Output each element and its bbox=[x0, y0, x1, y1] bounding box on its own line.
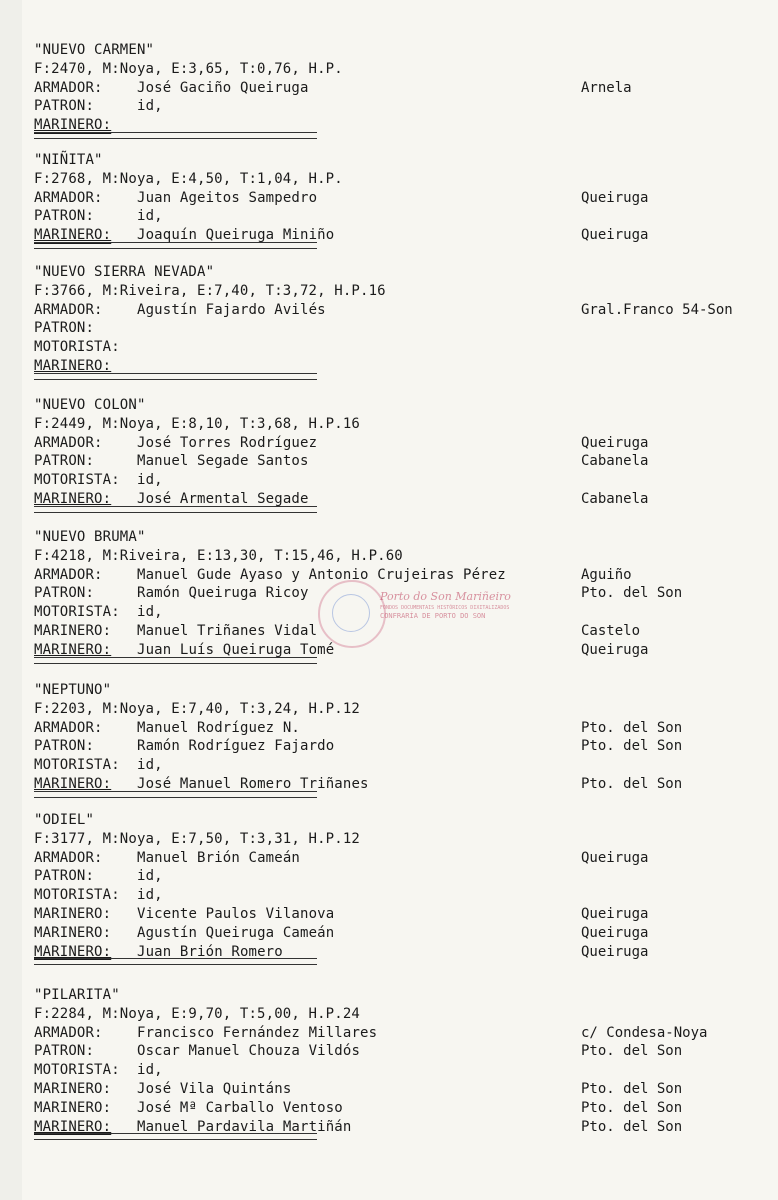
crew-location: Pto. del Son bbox=[581, 1118, 683, 1135]
crew-name: José Manuel Romero Triñanes bbox=[137, 776, 369, 792]
crew-role: MOTORISTA: bbox=[34, 757, 120, 774]
crew-role: PATRON: bbox=[34, 98, 95, 115]
crew-row bbox=[34, 1023, 377, 1043]
crew-row bbox=[34, 300, 326, 320]
vessel-specs: F:3177, M:Noya, E:7,50, T:3,31, H.P.12 bbox=[34, 830, 360, 847]
crew-name: Agustín Fajardo Avilés bbox=[137, 301, 326, 318]
crew-location: Arnela bbox=[581, 79, 632, 96]
archive-stamp-seal bbox=[318, 580, 386, 648]
crew-location: Queiruga bbox=[581, 924, 649, 941]
crew-row bbox=[34, 565, 506, 585]
crew-role: MARINERO: bbox=[34, 117, 112, 134]
crew-role: ARMADOR: bbox=[34, 849, 103, 866]
crew-role: ARMADOR: bbox=[34, 566, 103, 583]
crew-location: Queiruga bbox=[581, 434, 649, 451]
crew-role: ARMADOR: bbox=[34, 301, 103, 318]
crew-name: id, bbox=[137, 868, 163, 885]
crew-location: Queiruga bbox=[581, 849, 649, 866]
vessel-specs: F:2449, M:Noya, E:8,10, T:3,68, H.P.16 bbox=[34, 415, 360, 432]
vessel-name: "NEPTUNO" bbox=[34, 682, 112, 698]
crew-row bbox=[34, 602, 163, 622]
crew-role: MOTORISTA: bbox=[34, 472, 120, 489]
stamp-title: Porto do Son Mariñeiro bbox=[380, 590, 511, 603]
crew-role: PATRON: bbox=[34, 868, 95, 885]
crew-location: Queiruga bbox=[581, 943, 649, 960]
crew-row bbox=[34, 904, 334, 924]
crew-row bbox=[34, 1098, 343, 1118]
crew-name: José Gaciño Queiruga bbox=[137, 79, 309, 96]
crew-name: Ramón Rodríguez Fajardo bbox=[137, 738, 335, 755]
crew-row bbox=[34, 923, 334, 943]
crew-name: id, bbox=[137, 604, 163, 621]
crew-role: MOTORISTA: bbox=[34, 339, 120, 356]
crew-role: MARINERO: bbox=[34, 641, 112, 658]
crew-location: c/ Condesa-Noya bbox=[581, 1024, 708, 1041]
crew-name: Ramón Queiruga Ricoy bbox=[137, 585, 309, 602]
crew-row bbox=[34, 433, 317, 453]
crew-name: id, bbox=[137, 472, 163, 489]
crew-row bbox=[34, 1079, 291, 1099]
crew-role: PATRON: bbox=[34, 320, 95, 337]
crew-location: Pto. del Son bbox=[581, 738, 683, 755]
section-divider bbox=[34, 791, 317, 798]
crew-name: Manuel Gude Ayaso y Antonio Crujeiras Pérez bbox=[137, 566, 506, 583]
crew-row bbox=[34, 755, 163, 775]
crew-name: Manuel Brión Cameán bbox=[137, 849, 300, 866]
crew-name: José Mª Carballo Ventoso bbox=[137, 1099, 343, 1116]
crew-row bbox=[34, 78, 309, 98]
crew-location: Pto. del Son bbox=[581, 776, 683, 792]
stamp-subtitle: FONDOS DOCUMENTAIS HISTÓRICOS DIXITALIZADOS bbox=[380, 605, 510, 611]
crew-role: MARINERO: bbox=[34, 1099, 112, 1116]
crew-name: id, bbox=[137, 757, 163, 774]
crew-name: Manuel Triñanes Vidal bbox=[137, 623, 318, 639]
crew-name: id, bbox=[137, 1062, 163, 1079]
crew-row bbox=[34, 470, 163, 490]
crew-role: MARINERO: bbox=[34, 906, 112, 922]
crew-role: MARINERO: bbox=[34, 491, 112, 507]
crew-row bbox=[34, 621, 317, 641]
crew-role: MARINERO: bbox=[34, 943, 112, 960]
vessel-specs: F:2470, M:Noya, E:3,65, T:0,76, H.P. bbox=[34, 60, 343, 77]
crew-name: id, bbox=[137, 208, 163, 225]
crew-role: MOTORISTA: bbox=[34, 604, 120, 621]
crew-role: PATRON: bbox=[34, 738, 95, 755]
crew-location: Queiruga bbox=[581, 641, 649, 658]
crew-location: Pto. del Son bbox=[581, 719, 683, 736]
vessel-specs: F:2768, M:Noya, E:4,50, T:1,04, H.P. bbox=[34, 170, 343, 187]
crew-location: Pto. del Son bbox=[581, 585, 683, 602]
section-divider bbox=[34, 132, 317, 139]
crew-location: Pto. del Son bbox=[581, 1043, 683, 1060]
crew-name: José Vila Quintáns bbox=[137, 1081, 292, 1097]
crew-role: MARINERO: bbox=[34, 1081, 112, 1097]
crew-name: Joaquín Queiruga Miniño bbox=[137, 227, 335, 244]
crew-location: Gral.Franco 54-Son bbox=[581, 301, 733, 318]
vessel-name: "NUEVO COLON" bbox=[34, 397, 146, 413]
crew-name: id, bbox=[137, 98, 163, 115]
seal-inner-ring bbox=[332, 594, 370, 632]
crew-location: Pto. del Son bbox=[581, 1099, 683, 1116]
crew-name: Juan Luís Queiruga Tomé bbox=[137, 641, 335, 658]
crew-role: MARINERO: bbox=[34, 924, 112, 941]
section-divider bbox=[34, 657, 317, 664]
crew-name: Francisco Fernández Millares bbox=[137, 1024, 378, 1041]
crew-role: MOTORISTA: bbox=[34, 887, 120, 904]
vessel-name: "ODIEL" bbox=[34, 812, 95, 828]
crew-name: Manuel Rodríguez N. bbox=[137, 719, 300, 736]
crew-row bbox=[34, 885, 163, 905]
crew-role: PATRON: bbox=[34, 585, 95, 602]
crew-name: José Torres Rodríguez bbox=[137, 434, 318, 451]
crew-row bbox=[34, 866, 163, 886]
crew-role: PATRON: bbox=[34, 453, 95, 470]
crew-row bbox=[34, 188, 317, 208]
section-divider bbox=[34, 1133, 317, 1140]
crew-role: ARMADOR: bbox=[34, 79, 103, 96]
crew-location: Queiruga bbox=[581, 906, 649, 922]
crew-row bbox=[34, 1060, 163, 1080]
crew-role: PATRON: bbox=[34, 208, 95, 225]
crew-location: Aguiño bbox=[581, 566, 632, 583]
vessel-name: "NIÑITA" bbox=[34, 152, 103, 168]
vessel-specs: F:3766, M:Riveira, E:7,40, T:3,72, H.P.16 bbox=[34, 282, 386, 299]
crew-role: ARMADOR: bbox=[34, 1024, 103, 1041]
crew-name: Agustín Queiruga Cameán bbox=[137, 924, 335, 941]
crew-location: Queiruga bbox=[581, 227, 649, 244]
crew-role: MARINERO: bbox=[34, 623, 112, 639]
crew-row bbox=[34, 1041, 360, 1061]
vessel-name: "NUEVO SIERRA NEVADA" bbox=[34, 264, 215, 280]
section-divider bbox=[34, 958, 317, 965]
crew-name: Manuel Pardavila Martiñán bbox=[137, 1118, 352, 1135]
crew-row bbox=[34, 337, 137, 357]
crew-name: Juan Brión Romero bbox=[137, 943, 283, 960]
crew-name: Juan Ageitos Sampedro bbox=[137, 189, 318, 206]
crew-role: ARMADOR: bbox=[34, 719, 103, 736]
crew-row bbox=[34, 451, 309, 471]
vessel-name: "PILARITA" bbox=[34, 987, 120, 1003]
section-divider bbox=[34, 373, 317, 380]
crew-role: ARMADOR: bbox=[34, 189, 103, 206]
crew-location: Queiruga bbox=[581, 189, 649, 206]
crew-row bbox=[34, 848, 300, 868]
crew-row bbox=[34, 96, 163, 116]
crew-location: Cabanela bbox=[581, 453, 649, 470]
section-divider bbox=[34, 506, 317, 513]
vessel-specs: F:2284, M:Noya, E:9,70, T:5,00, H.P.24 bbox=[34, 1005, 360, 1022]
crew-role: MARINERO: bbox=[34, 1118, 112, 1135]
crew-row bbox=[34, 583, 309, 603]
crew-role: PATRON: bbox=[34, 1043, 95, 1060]
vessel-specs: F:2203, M:Noya, E:7,40, T:3,24, H.P.12 bbox=[34, 700, 360, 717]
vessel-name: "NUEVO BRUMA" bbox=[34, 529, 146, 545]
crew-location: Cabanela bbox=[581, 491, 649, 507]
crew-row bbox=[34, 206, 163, 226]
crew-row bbox=[34, 736, 334, 756]
crew-row bbox=[34, 718, 300, 738]
crew-name: Vicente Paulos Vilanova bbox=[137, 906, 335, 922]
crew-name: José Armental Segade bbox=[137, 491, 309, 507]
stamp-org: CONFRARÍA DE PORTO DO SON bbox=[380, 612, 486, 620]
section-divider bbox=[34, 242, 317, 249]
crew-role: MARINERO: bbox=[34, 358, 112, 374]
crew-role: MOTORISTA: bbox=[34, 1062, 120, 1079]
crew-role: ARMADOR: bbox=[34, 434, 103, 451]
crew-name: Oscar Manuel Chouza Vildós bbox=[137, 1043, 361, 1060]
vessel-name: "NUEVO CARMEN" bbox=[34, 42, 155, 58]
crew-row bbox=[34, 318, 137, 338]
crew-location: Castelo bbox=[581, 623, 641, 639]
vessel-specs: F:4218, M:Riveira, E:13,30, T:15,46, H.P.60 bbox=[34, 547, 403, 564]
crew-name: id, bbox=[137, 887, 163, 904]
crew-location: Pto. del Son bbox=[581, 1081, 683, 1097]
crew-role: MARINERO: bbox=[34, 776, 112, 792]
crew-role: MARINERO: bbox=[34, 227, 112, 244]
crew-name: Manuel Segade Santos bbox=[137, 453, 309, 470]
